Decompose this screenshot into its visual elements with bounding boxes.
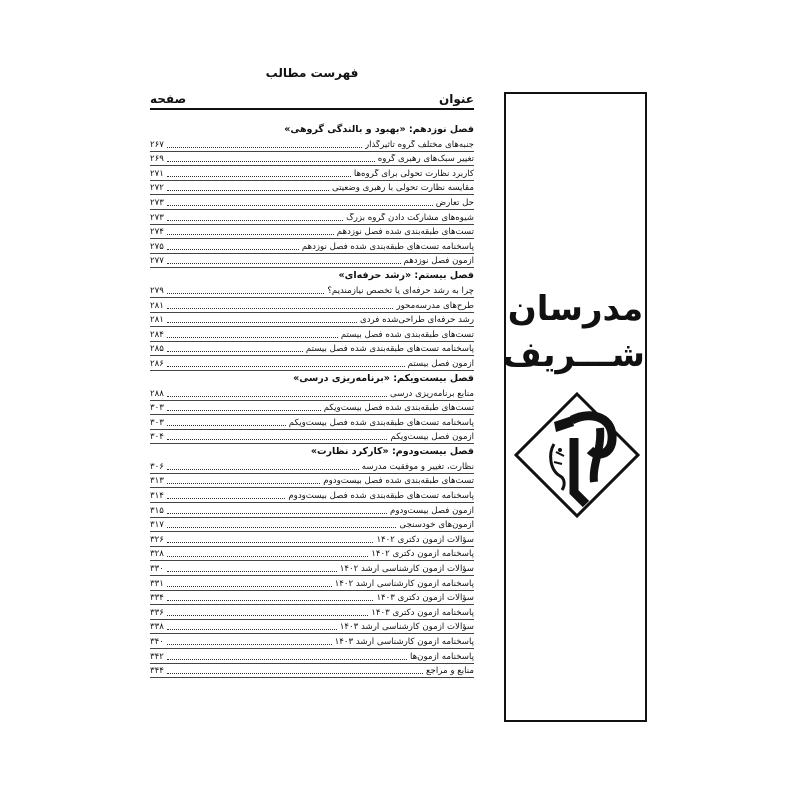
toc-entry [150, 313, 474, 328]
modaresan-sharif-logo-icon [514, 392, 640, 518]
toc-entry [150, 298, 474, 313]
entry-title: سؤالات آزمون کارشناسی ارشد ۱۴۰۲ [339, 564, 474, 575]
dot-leader [167, 586, 332, 587]
dot-leader [167, 673, 423, 674]
entry-title: پاسخنامه تست‌های طبقه‌بندی شده فصل بیستم [305, 344, 474, 355]
entry-page-number: ۲۷۷ [150, 256, 164, 267]
dot-leader [167, 600, 374, 601]
entry-title: پاسخنامه آزمون کارشناسی ارشد ۱۴۰۲ [334, 578, 474, 589]
entry-title: جنبه‌های مختلف گروه تأثیرگذار [364, 139, 474, 150]
entry-page-number: ۳۳۰ [150, 564, 164, 575]
dot-leader [167, 147, 362, 148]
entry-title: کاربرد نظارت تحولی برای گروه‌ها [353, 168, 474, 179]
entry-page-number: ۲۷۹ [150, 285, 164, 296]
entry-title: حل تعارض [435, 197, 474, 208]
entry-page-number: ۲۸۸ [150, 388, 164, 399]
dot-leader [167, 615, 368, 616]
dot-leader [167, 366, 405, 367]
dot-leader [167, 234, 334, 235]
toc-entry [150, 166, 474, 181]
entry-page-number: ۳۴۰ [150, 637, 164, 647]
entry-page-number: ۳۲۶ [150, 534, 164, 545]
entry-title: رشد حرفه‌ای طراحی‌شده فردی [359, 315, 474, 326]
entry-page-number: ۲۶۷ [150, 139, 164, 150]
toc-entry [150, 474, 474, 489]
toc-entry [150, 605, 474, 620]
dot-leader [167, 161, 375, 162]
entry-page-number: ۳۳۱ [150, 578, 164, 589]
col-page-label: صفحه [150, 92, 187, 106]
entry-page-number: ۲۷۳ [150, 212, 164, 223]
toc-entry [150, 503, 474, 518]
dot-leader [167, 205, 433, 206]
entry-title: نظارت، تغییر و موفقیت مدرسه [361, 461, 474, 472]
entry-page-number: ۲۷۲ [150, 183, 164, 194]
dot-leader [167, 527, 397, 528]
entry-page-number: ۳۱۳ [150, 476, 164, 487]
entry-title: منابع برنامه‌ریزی درسی [390, 388, 474, 399]
toc-entry [150, 430, 474, 445]
entry-title: آزمون فصل بیستم [407, 358, 474, 369]
entry-title: شیوه‌های مشارکت دادن گروه بزرگ [346, 212, 474, 223]
entry-page-number: ۳۱۷ [150, 520, 164, 531]
entry-page-number: ۳۳۸ [150, 622, 164, 633]
toc-entry [150, 137, 474, 152]
toc-entry [150, 649, 474, 664]
toc-entry [150, 459, 474, 474]
toc-entry [150, 415, 474, 430]
dot-leader [167, 571, 337, 572]
toc-entry [150, 254, 474, 269]
toc-entry [150, 634, 474, 649]
dot-leader [167, 659, 407, 660]
publisher-name [502, 286, 645, 378]
dot-leader [167, 322, 357, 323]
entry-title: طرح‌های مدرسه‌محور [396, 300, 474, 311]
dot-leader [167, 263, 401, 264]
entry-title: پاسخنامه آزمون کارشناسی ارشد ۱۴۰۳ [334, 637, 474, 647]
toc-entry [150, 210, 474, 225]
toc-entry [150, 591, 474, 606]
entry-title: پاسخنامه تست‌های طبقه‌بندی شده فصل نوزدهم [301, 241, 474, 252]
chapter-heading: فصل بیست‌ویکم: «برنامه‌ریزی درسی» [293, 372, 474, 384]
dot-leader [167, 190, 329, 191]
entry-title: سؤالات آزمون دکتری ۱۴۰۳ [376, 593, 474, 604]
dot-leader [167, 351, 303, 352]
entry-page-number: ۲۸۱ [150, 300, 164, 311]
entry-title: پاسخنامه آزمون‌ها [410, 651, 474, 662]
entry-title: پاسخنامه تست‌های طبقه‌بندی شده فصل بیست‌ویکم [288, 417, 474, 428]
toc-entry [150, 547, 474, 562]
entry-page-number: ۳۲۸ [150, 549, 164, 560]
entry-title: تست‌های طبقه‌بندی شده فصل بیستم [340, 329, 474, 340]
dot-leader [167, 483, 320, 484]
entry-title: مقایسه نظارت تحولی با رهبری وضعیتی [331, 183, 474, 194]
entry-title: پاسخنامه آزمون دکتری ۱۴۰۳ [371, 607, 474, 618]
entry-title: تست‌های طبقه‌بندی شده فصل بیست‌ویکم [323, 403, 474, 414]
entry-page-number: ۳۳۶ [150, 607, 164, 618]
entry-page-number: ۲۷۵ [150, 241, 164, 252]
dot-leader [167, 410, 321, 411]
entry-page-number: ۳۴۴ [150, 666, 164, 677]
dot-leader [167, 396, 387, 397]
entry-title: آزمون فصل نوزدهم [403, 256, 474, 267]
toc-entry [150, 386, 474, 401]
dot-leader [167, 629, 337, 630]
publisher-name-line2: شـــریف [502, 335, 645, 375]
chapter-heading: فصل نوزدهم: «بهبود و بالندگی گروهی» [284, 124, 474, 135]
entry-title: آزمون فصل بیست‌ودوم [390, 505, 474, 516]
dot-leader [167, 308, 394, 309]
toc-entry [150, 518, 474, 533]
toc-entry [150, 401, 474, 416]
entry-title: تغییر سبک‌های رهبری گروه [377, 154, 474, 165]
toc-entry [150, 181, 474, 196]
entry-title: آزمون‌های خودسنجی [399, 520, 474, 531]
toc-entry [150, 239, 474, 254]
dot-leader [167, 249, 299, 250]
entry-title: پاسخنامه آزمون دکتری ۱۴۰۲ [371, 549, 474, 560]
table-of-contents [150, 92, 474, 678]
toc-entry [150, 488, 474, 503]
toc-entry [150, 342, 474, 357]
toc-entry [150, 327, 474, 342]
entry-page-number: ۲۷۳ [150, 197, 164, 208]
col-title-label: عنوان [439, 92, 474, 106]
entry-page-number: ۳۰۳ [150, 417, 164, 428]
page-title: فهرست مطالب [265, 66, 359, 80]
entry-title: سؤالات آزمون دکتری ۱۴۰۲ [376, 534, 474, 545]
toc-entry [150, 225, 474, 240]
entry-title: آزمون فصل بیست‌ویکم [390, 432, 474, 443]
dot-leader [167, 498, 285, 499]
entry-title: سؤالات آزمون کارشناسی ارشد ۱۴۰۳ [339, 622, 474, 633]
dot-leader [167, 542, 374, 543]
toc-entry [150, 620, 474, 635]
dot-leader [167, 513, 387, 514]
toc-entry [150, 152, 474, 167]
entry-page-number: ۲۷۴ [150, 227, 164, 238]
dot-leader [167, 220, 343, 221]
entry-page-number: ۳۰۳ [150, 403, 164, 414]
dot-leader [167, 556, 368, 557]
dot-leader [167, 469, 359, 470]
entry-page-number: ۲۸۵ [150, 344, 164, 355]
entry-page-number: ۳۴۲ [150, 651, 164, 662]
chapter-heading: فصل بیستم: «رشد حرفه‌ای» [338, 270, 474, 282]
dot-leader [167, 293, 325, 294]
entry-page-number: ۲۸۱ [150, 315, 164, 326]
entry-page-number: ۳۰۶ [150, 461, 164, 472]
toc-entry [150, 576, 474, 591]
dot-leader [167, 644, 332, 645]
entry-page-number: ۳۰۴ [150, 432, 164, 443]
entry-title: پاسخنامه تست‌های طبقه‌بندی شده فصل بیست‌ودوم [288, 491, 474, 502]
entry-page-number: ۲۸۶ [150, 358, 164, 369]
chapter-heading: فصل بیست‌ودوم: «کارکرد نظارت» [310, 446, 474, 458]
toc-entry [150, 532, 474, 547]
toc-body [150, 122, 474, 678]
entry-page-number: ۲۷۱ [150, 168, 164, 179]
entry-page-number: ۲۸۴ [150, 329, 164, 340]
entry-page-number: ۳۳۴ [150, 593, 164, 604]
toc-entry [150, 561, 474, 576]
entry-page-number: ۳۱۴ [150, 491, 164, 502]
entry-page-number: ۲۶۹ [150, 154, 164, 165]
dot-leader [167, 439, 388, 440]
toc-entry [150, 283, 474, 298]
dot-leader [167, 176, 351, 177]
dot-leader [167, 337, 338, 338]
toc-entry [150, 356, 474, 371]
publisher-panel [504, 92, 647, 722]
entry-page-number: ۳۱۵ [150, 505, 164, 516]
entry-title: تست‌های طبقه‌بندی شده فصل نوزدهم [336, 227, 474, 238]
toc-entry [150, 664, 474, 679]
publisher-name-line1: مدرسان [507, 289, 644, 329]
dot-leader [167, 425, 286, 426]
entry-title: چرا به رشد حرفه‌ای یا تخصص نیازمندیم؟ [327, 285, 474, 296]
toc-entry [150, 195, 474, 210]
entry-title: تست‌های طبقه‌بندی شده فصل بیست‌ودوم [323, 476, 474, 487]
toc-header [150, 92, 474, 110]
entry-title: منابع و مراجع [425, 666, 474, 677]
